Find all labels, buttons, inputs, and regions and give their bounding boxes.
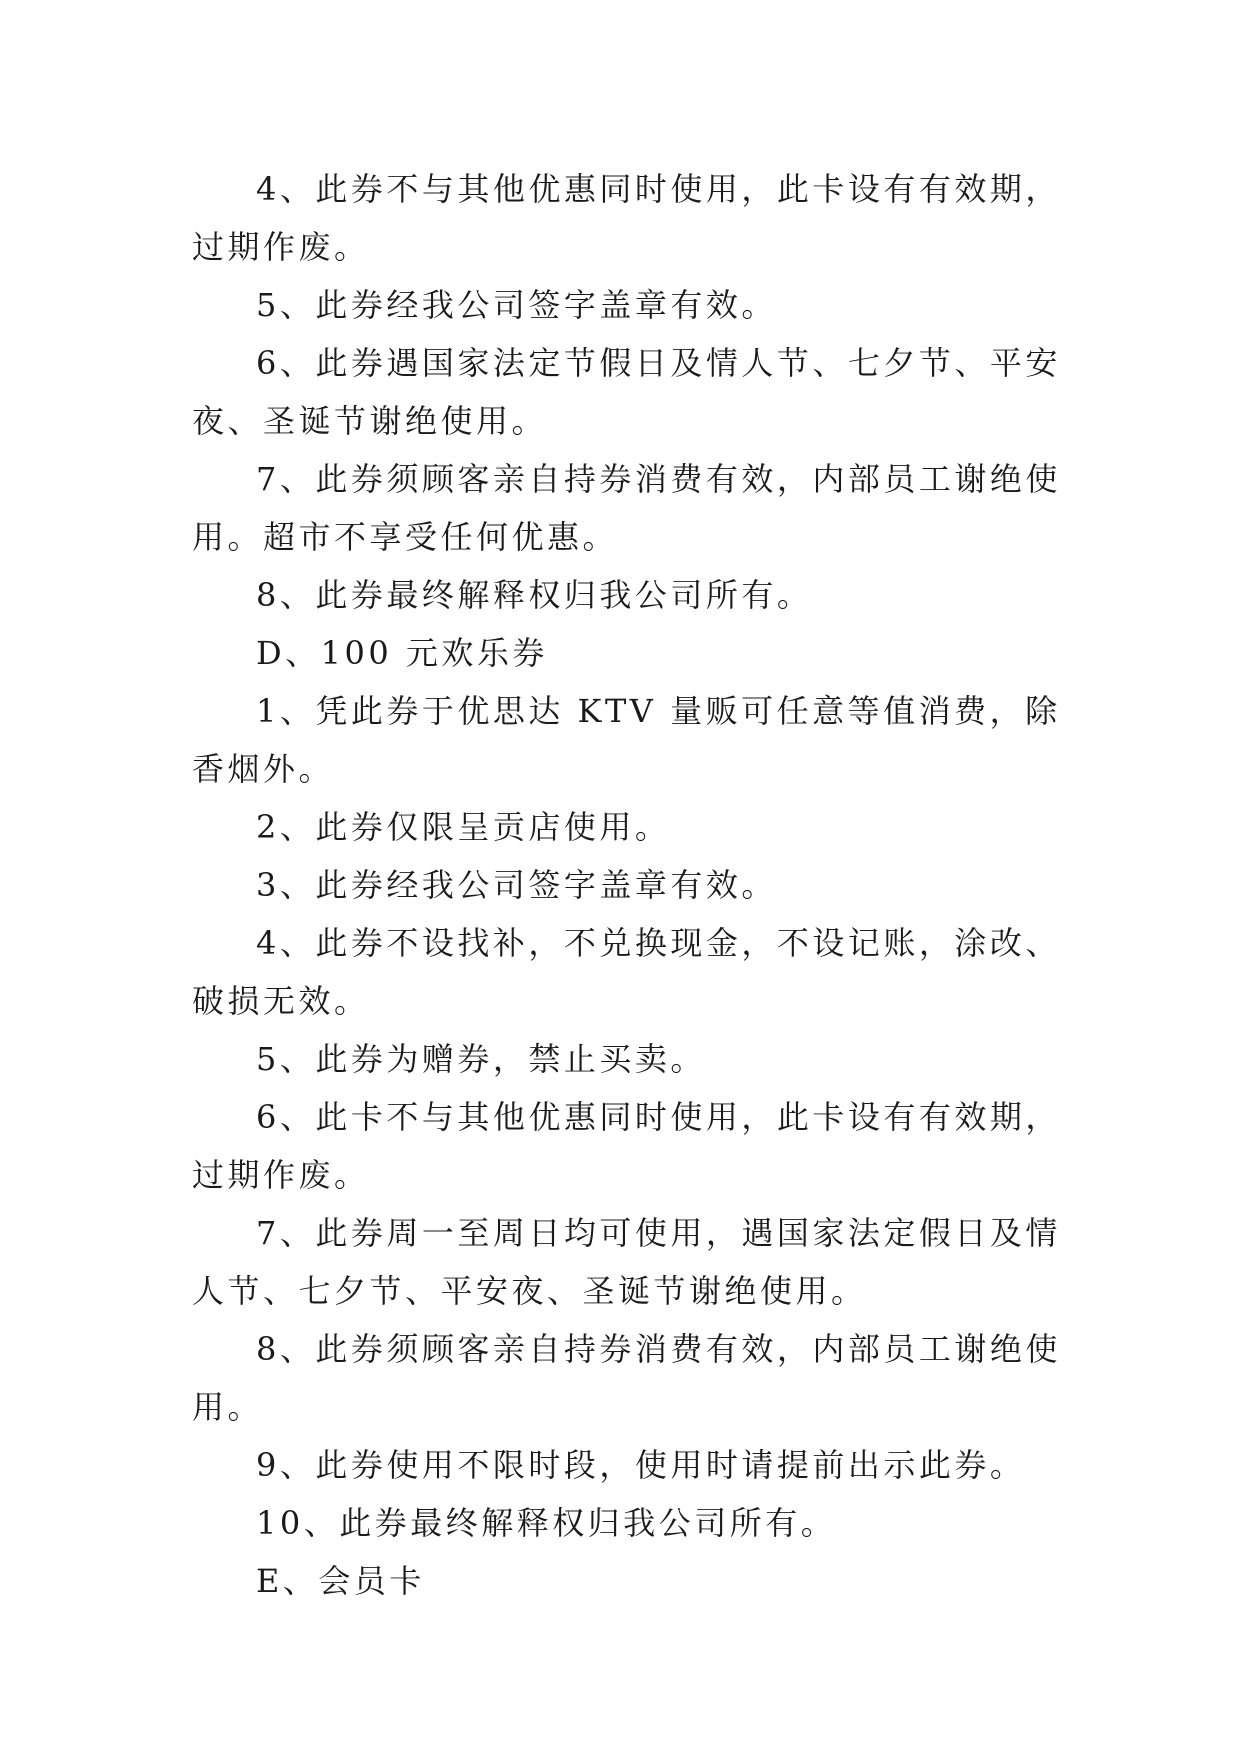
- document-body: [192, 160, 1072, 1610]
- section-heading: D、100 元欢乐券: [256, 634, 548, 672]
- paragraph: 1、凭此券于优思达 KTV 量贩可任意等值消费，除香烟外。: [192, 692, 1061, 788]
- paragraph: 8、此券须顾客亲自持券消费有效，内部员工谢绝使用。: [192, 1330, 1061, 1426]
- section-heading: E、会员卡: [256, 1562, 425, 1600]
- paragraph: 5、此券经我公司签字盖章有效。: [256, 286, 777, 324]
- paragraph: 7、此券周一至周日均可使用，遇国家法定假日及情人节、七夕节、平安夜、圣诞节谢绝使用。: [192, 1214, 1061, 1310]
- paragraph: 10、此券最终解释权归我公司所有。: [256, 1504, 837, 1542]
- paragraph: 6、此卡不与其他优惠同时使用，此卡设有有效期，过期作废。: [192, 1098, 1061, 1194]
- paragraph: 9、此券使用不限时段，使用时请提前出示此券。: [256, 1446, 1026, 1484]
- paragraph: 4、此券不与其他优惠同时使用，此卡设有有效期，过期作废。: [192, 170, 1061, 266]
- paragraph: 4、此券不设找补，不兑换现金，不设记账，涂改、破损无效。: [192, 924, 1061, 1020]
- paragraph: 5、此券为赠券，禁止买卖。: [256, 1040, 706, 1078]
- paragraph: 2、此券仅限呈贡店使用。: [256, 808, 671, 846]
- paragraph: 7、此券须顾客亲自持券消费有效，内部员工谢绝使用。超市不享受任何优惠。: [192, 460, 1061, 556]
- paragraph: 3、此券经我公司签字盖章有效。: [256, 866, 777, 904]
- paragraph: 6、此券遇国家法定节假日及情人节、七夕节、平安夜、圣诞节谢绝使用。: [192, 344, 1061, 440]
- paragraph: 8、此券最终解释权归我公司所有。: [256, 576, 813, 614]
